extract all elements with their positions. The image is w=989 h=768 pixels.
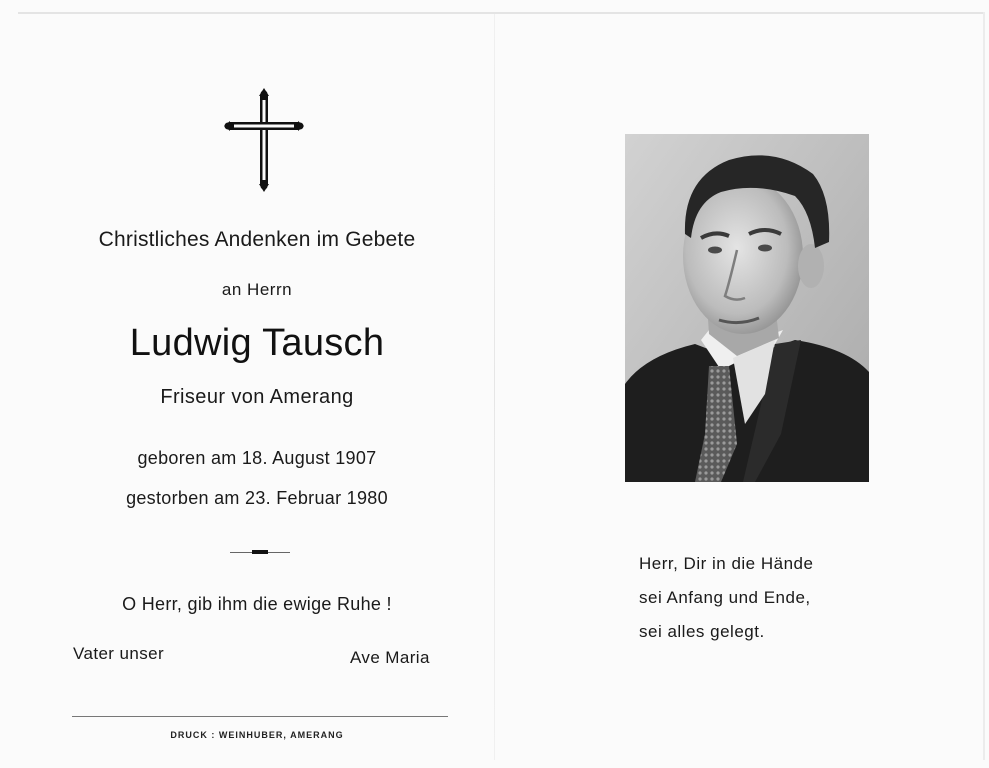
salutation: an Herrn bbox=[221, 280, 293, 299]
verse-line-1: Herr, Dir in die Hände bbox=[639, 554, 814, 573]
deceased-name: Ludwig Tausch bbox=[129, 322, 385, 364]
divider-bar bbox=[252, 550, 268, 554]
prayer-vater-unser: Vater unser bbox=[73, 644, 165, 663]
birth-date: geboren am 18. August 1907 bbox=[137, 448, 377, 468]
prayer-line: O Herr, gib ihm die ewige Ruhe ! bbox=[122, 594, 392, 614]
memorial-intro: Christliches Andenken im Gebete bbox=[98, 228, 416, 251]
ornament-divider bbox=[230, 550, 290, 556]
cross-icon bbox=[224, 88, 304, 192]
left-page bbox=[20, 14, 494, 760]
verse-line-3: sei alles gelegt. bbox=[639, 622, 765, 641]
portrait-photo bbox=[625, 134, 869, 482]
occupation: Friseur von Amerang bbox=[160, 386, 354, 408]
portrait-illustration bbox=[625, 134, 869, 482]
card-edge-right bbox=[983, 12, 985, 760]
footer-rule bbox=[72, 716, 448, 717]
verse-line-2: sei Anfang und Ende, bbox=[639, 588, 811, 607]
prayer-ave-maria: Ave Maria bbox=[350, 648, 430, 667]
printer-credit: DRUCK : WEINHUBER, AMERANG bbox=[170, 730, 344, 740]
death-date: gestorben am 23. Februar 1980 bbox=[126, 488, 388, 508]
right-page bbox=[495, 14, 983, 760]
